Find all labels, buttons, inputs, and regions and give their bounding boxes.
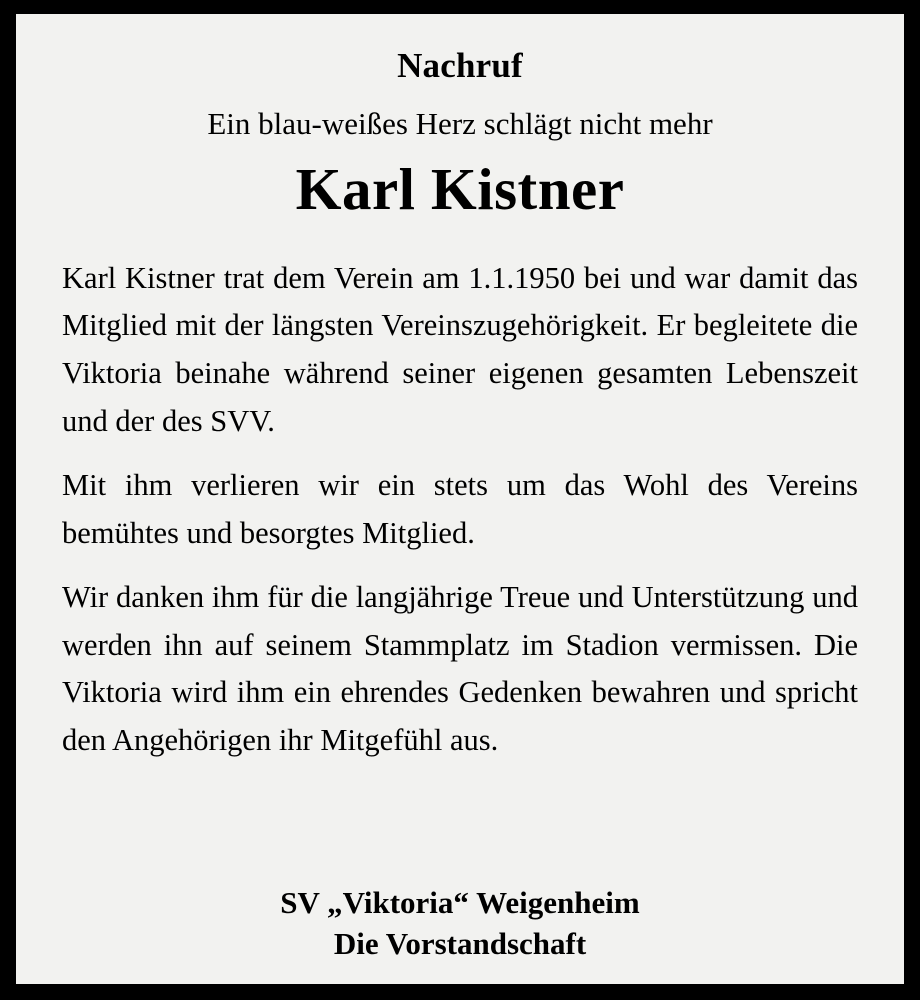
obituary-notice (14, 12, 906, 986)
signature-organization: SV „Viktoria“ Weigenheim (280, 885, 640, 921)
obituary-paragraph: Wir danken ihm für die langjährige Treue und Unterstützung und werden ihn auf seinem Stammplatz im Stadion vermissen. Die Viktoria wird ihm ein ehrendes Gedenken bewahren und spricht den Angehörigen ihr Mitgefühl aus. (62, 580, 858, 757)
obituary-paragraph: Mit ihm verlieren wir ein stets um das Wohl des Vereins bemühtes und besorgtes Mitglied. (62, 468, 858, 550)
obituary-paragraph: Karl Kistner trat dem Verein am 1.1.1950 bei und war damit das Mitglied mit der längsten Vereinszugehörigkeit. Er begleitete die Viktoria beinahe während seiner eigenen gesamten Lebenszeit und der des SVV. (62, 260, 858, 438)
obituary-subheading: Ein blau-weißes Herz schlägt nicht mehr (207, 105, 713, 141)
deceased-name: Karl Kistner (295, 155, 625, 222)
obituary-heading: Nachruf (397, 46, 523, 85)
signature-board: Die Vorstandschaft (333, 925, 587, 961)
signature-block (62, 857, 858, 964)
